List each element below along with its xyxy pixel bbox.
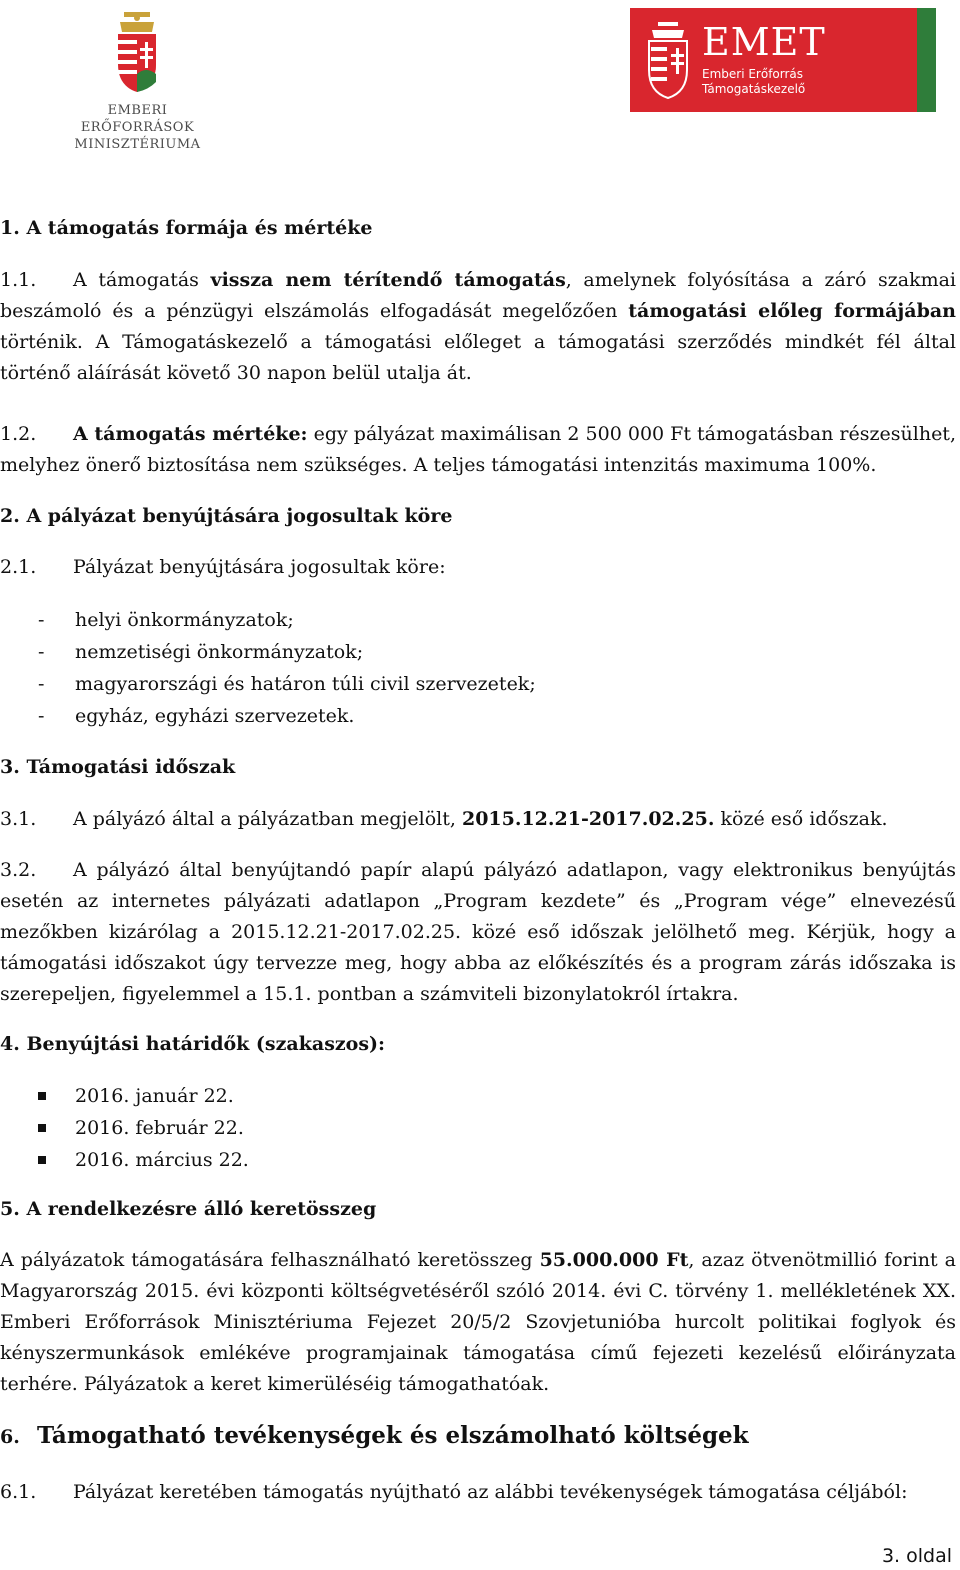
emet-subtitle-line1: Emberi Erőforrás xyxy=(702,67,804,81)
section-4-heading: 4. Benyújtási határidők (szakaszos): xyxy=(0,1033,386,1055)
paragraph-6-1: 6.1. Pályázat keretében támogatás nyújtható az alábbi tevékenységek támogatása céljából: xyxy=(0,1477,956,1508)
emet-coat-of-arms-icon xyxy=(644,22,692,100)
paragraph-2-1-number: 2.1. xyxy=(0,556,37,578)
emet-logo xyxy=(630,8,936,112)
list-item: - egyház, egyházi szervezetek. xyxy=(38,705,355,727)
page-number: 3. oldal xyxy=(881,1545,952,1567)
ministry-logo xyxy=(50,10,225,152)
list-item: 2016. február 22. xyxy=(0,1112,249,1144)
list-item: - nemzetiségi önkormányzatok; xyxy=(38,641,364,663)
paragraph-3-2-number: 3.2. xyxy=(0,859,37,881)
square-bullet-icon xyxy=(38,1124,46,1132)
eligible-applicants-list xyxy=(0,604,536,732)
paragraph-1-2: 1.2. A támogatás mértéke: egy pályázat maximálisan 2 500 000 Ft támogatásban részesülhet, melyhez önerő biztosítása nem szükséges. A teljes támogatási intenzitás maximuma 100%. xyxy=(0,419,956,481)
emet-brand: EMET xyxy=(702,20,826,64)
list-item: 2016. március 22. xyxy=(0,1144,249,1176)
paragraph-6-1-number: 6.1. xyxy=(0,1481,37,1503)
paragraph-1-1-number: 1.1. xyxy=(0,269,37,291)
section-2-heading: 2. A pályázat benyújtására jogosultak köre xyxy=(0,505,453,527)
section-3-heading: 3. Támogatási időszak xyxy=(0,756,236,778)
list-item: - magyarországi és határon túli civil szervezetek; xyxy=(38,673,536,695)
paragraph-1-1: 1.1. A támogatás vissza nem térítendő támogatás, amelynek folyósítása a záró szakmai beszámoló és a pénzügyi elszámolás elfogadását megelőzően támogatási előleg formájában történik. A Támogatáskezelő a támogatási előleget a támogatási szerződés mindkét fél által történő aláírását követő 30 napon belül utalja át. xyxy=(0,265,956,389)
ministry-name-line1: EMBERI ERŐFORRÁSOK xyxy=(80,103,195,135)
paragraph-2-1: 2.1. Pályázat benyújtására jogosultak köre: xyxy=(0,552,956,583)
paragraph-1-2-number: 1.2. xyxy=(0,423,37,445)
paragraph-5: A pályázatok támogatására felhasználható keretösszeg 55.000.000 Ft, azaz ötvenötmillió forint a Magyarország 2015. évi központi költségvetéséről szóló 2014. évi C. törvény 1. mellékletének XX. Emberi Erőforrások Minisztériuma Fejezet 20/5/2 Szovjetunióba hurcolt politikai foglyok és kényszermunkások emlékéve programjainak támogatása című fejezeti kezelésű előirányzata terhére. Pályázatok a keret kimerüléséig támogathatóak. xyxy=(0,1249,956,1395)
square-bullet-icon xyxy=(38,1092,46,1100)
list-item: 2016. január 22. xyxy=(0,1080,249,1112)
section-1-heading: 1. A támogatás formája és mértéke xyxy=(0,217,373,239)
hungarian-coat-of-arms-icon xyxy=(112,12,162,94)
emet-logo-green-stripe xyxy=(917,8,936,112)
section-6-heading: 6. Támogatható tevékenységek és elszámolható költségek xyxy=(0,1422,749,1449)
paragraph-3-2: 3.2. A pályázó által benyújtandó papír alapú pályázó adatlapon, vagy elektronikus benyújtás esetén az internetes pályázati adatlapon „Program kezdete” és „Program vége” elnevezésű mezőkben kizárólag a 2015.12.21-2017.02.25. közé eső időszak jelölhető meg. Kérjük, hogy a támogatási időszakot úgy tervezze meg, hogy abba az előkészítés és a program zárás időszaka is szerepeljen, figyelemmel a 15.1. pontban a számviteli bizonylatokról írtakra. xyxy=(0,855,956,1010)
deadline-list xyxy=(0,1080,249,1176)
paragraph-3-1-number: 3.1. xyxy=(0,808,37,830)
emet-subtitle-line2: Támogatáskezelő xyxy=(702,82,806,96)
paragraph-3-1: 3.1. A pályázó által a pályázatban megjelölt, 2015.12.21-2017.02.25. közé eső időszak. xyxy=(0,804,956,835)
square-bullet-icon xyxy=(38,1156,46,1164)
ministry-name-line2: MINISZTÉRIUMA xyxy=(74,137,201,152)
section-5-heading: 5. A rendelkezésre álló keretösszeg xyxy=(0,1198,377,1220)
list-item: - helyi önkormányzatok; xyxy=(38,609,294,631)
